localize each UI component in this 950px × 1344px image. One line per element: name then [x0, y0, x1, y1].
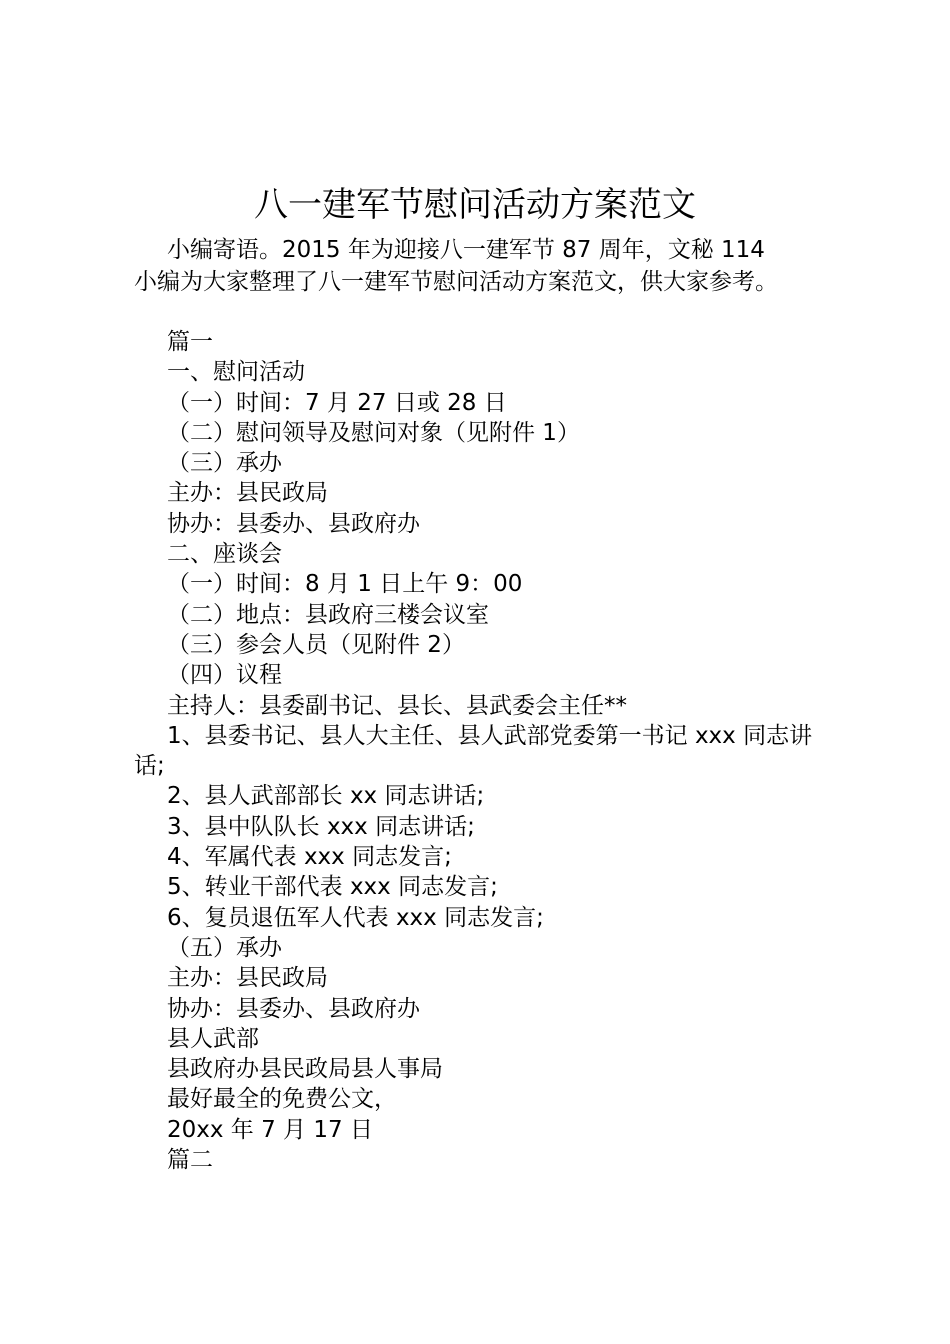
body-line: 县人武部 [167, 1025, 259, 1052]
body-line: 最好最全的免费公文， [167, 1086, 397, 1113]
body-line: 协办：县委办、县政府办 [167, 995, 420, 1022]
date-line: 20xx 年 7 月 17 日 [167, 1116, 373, 1143]
body-line: 主持人：县委副书记、县长、县武委会主任** [167, 692, 627, 719]
intro-line: 小编为大家整理了八一建军节慰问活动方案范文，供大家参考。 [134, 269, 778, 295]
body-line: （一）时间：7 月 27 日或 28 日 [167, 389, 507, 416]
section-heading: 一、慰问活动 [167, 359, 305, 386]
agenda-item: 3、县中队队长 xxx 同志讲话; [167, 813, 475, 840]
body-line: （五）承办 [167, 934, 282, 961]
agenda-item: 6、复员退伍军人代表 xxx 同志发言; [167, 904, 544, 931]
body-line: （三）参会人员（见附件 2） [167, 631, 465, 658]
agenda-item: 2、县人武部部长 xx 同志讲话; [167, 783, 485, 810]
agenda-item: 1、县委书记、县人大主任、县人武部党委第一书记 xxx 同志讲话; [134, 722, 813, 780]
body-line: 协办：县委办、县政府办 [167, 510, 420, 537]
body-line: （二）地点：县政府三楼会议室 [167, 601, 489, 628]
intro-line: 小编寄语。2015 年为迎接八一建军节 87 周年，文秘 114 [167, 237, 765, 263]
section-heading: 篇二 [167, 1147, 213, 1174]
section-heading: 篇一 [167, 329, 213, 355]
body-line: 主办：县民政局 [167, 965, 328, 992]
intro-paragraph [134, 234, 834, 298]
body-line: 主办：县民政局 [167, 480, 328, 507]
body-line: 县政府办县民政局县人事局 [167, 1056, 443, 1083]
body-line: （三）承办 [167, 450, 282, 477]
body-line: （一）时间：8 月 1 日上午 9：00 [167, 571, 523, 598]
document-title: 八一建军节慰问活动方案范文 [254, 185, 696, 225]
document-body [134, 327, 834, 1175]
body-line: （二）慰问领导及慰问对象（见附件 1） [167, 419, 580, 446]
body-line: （四）议程 [167, 662, 282, 689]
agenda-item: 4、军属代表 xxx 同志发言; [167, 844, 452, 871]
section-heading: 二、座谈会 [167, 541, 282, 568]
agenda-item: 5、转业干部代表 xxx 同志发言; [167, 874, 498, 901]
